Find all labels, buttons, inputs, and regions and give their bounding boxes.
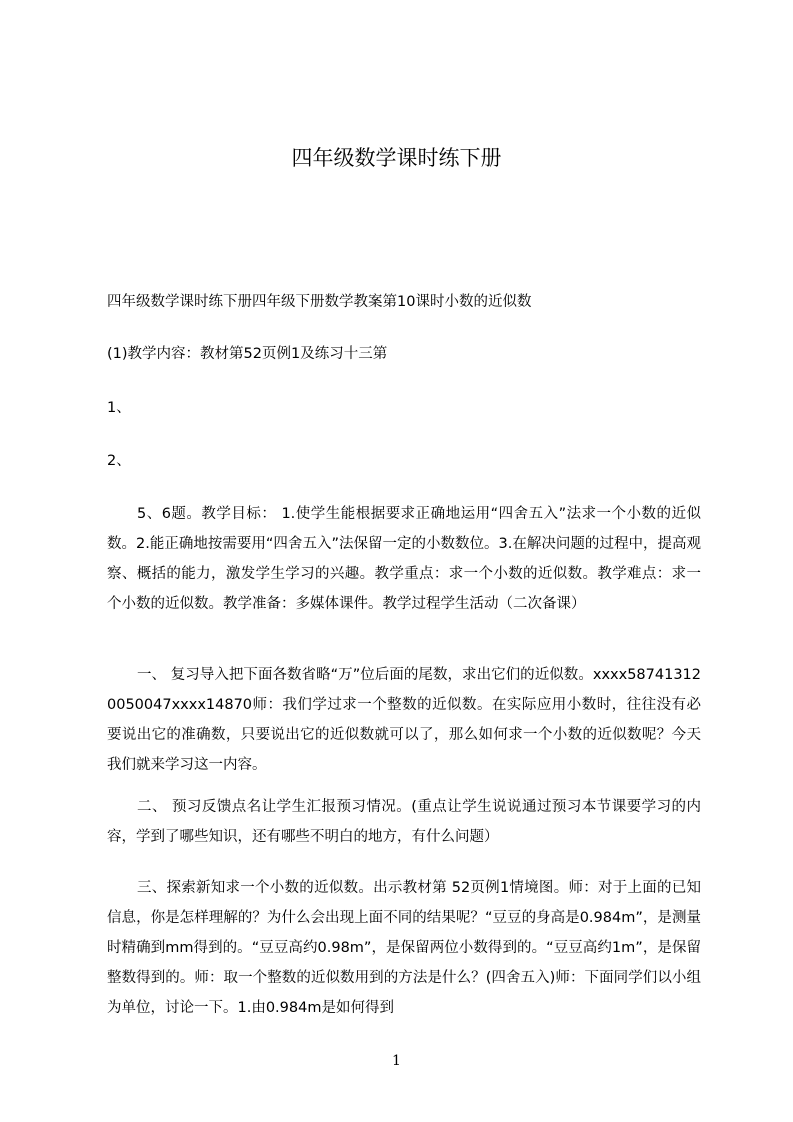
paragraph-teaching-goals: 5、6题。教学目标： 1.使学生能根据要求正确地运用“四舍五入”法求一个小数的近似数。2.能正确地按需要用“四舍五入”法保留一定的小数数位。3.在解决问题的过程中，提高观察、概括的能力，激发学生学习的兴趣。教学重点：求一个小数的近似数。教学难点：求一个小数的近似数。教学准备：多媒体课件。教学过程学生活动（二次备课） bbox=[107, 506, 701, 612]
page-number: 1 bbox=[392, 1053, 401, 1069]
paragraph-preview-feedback: 二、 预习反馈点名让学生汇报预习情况。(重点让学生说说通过预习本节课要学习的内容，学到了哪些知识，还有哪些不明白的地方，有什么问题） bbox=[107, 799, 701, 845]
paragraph-explore-new: 三、探索新知求一个小数的近似数。出示教材第 52页例1情境图。师：对于上面的已知信息，你是怎样理解的？为什么会出现上面不同的结果呢？“豆豆的身高是0.984m”，是测量时精确到mm得到的。“豆豆高约0.98m”，是保留两位小数得到的。“豆豆高约1m”，是保留整数得到的。师：取一个整数的近似数用到的方法是什么？(四舍五入)师：下面同学们以小组为单位，讨论一下。1.由0.984m是如何得到 bbox=[107, 880, 701, 1016]
paragraph-teaching-content: (1)教学内容：教材第52页例1及练习十三第 bbox=[107, 346, 388, 362]
document-title: 四年级数学课时练下册 bbox=[291, 146, 502, 170]
paragraph-review-intro: 一、 复习导入把下面各数省略“万”位后面的尾数，求出它们的近似数。xxxx587413120050047xxxx14870师：我们学过求一个整数的近似数。在实际应用小数时，往往没有必要说出它的准确数，只要说出它的近似数就可以了，那么如何求一个小数的近似数呢？今天我们就来学习这一内容。 bbox=[107, 667, 701, 773]
paragraph-item-1: 1、 bbox=[107, 400, 131, 416]
paragraph-item-2: 2、 bbox=[107, 453, 131, 469]
paragraph-subtitle: 四年级数学课时练下册四年级下册数学教案第10课时小数的近似数 bbox=[107, 294, 532, 310]
